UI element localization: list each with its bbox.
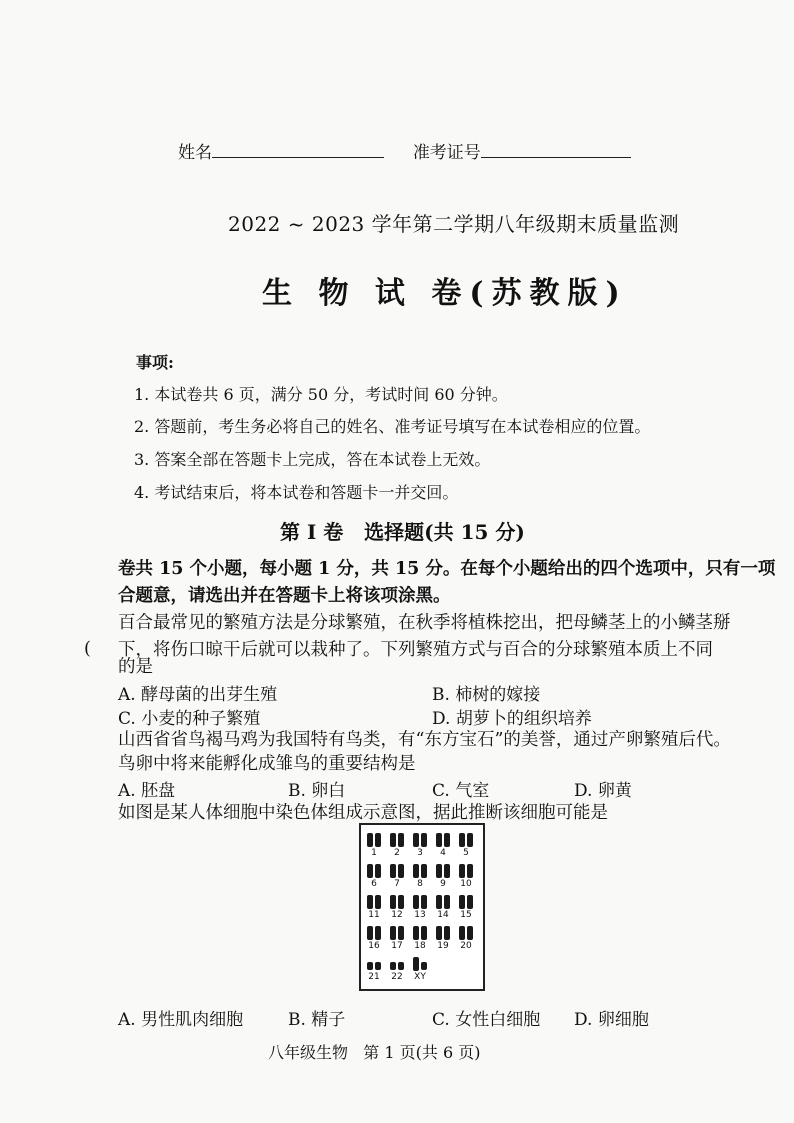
- chromosome-number-label: 8: [417, 879, 423, 889]
- question-1-stem-line: 百合最常见的繁殖方法是分球繁殖，在秋季将植株挖出，把母鳞茎上的小鳞茎掰: [118, 613, 731, 633]
- question-2-option-b[interactable]: B. 卵白: [288, 781, 346, 801]
- question-1-option-b[interactable]: B. 柿树的嫁接: [432, 685, 541, 705]
- note-item: 3. 答案全部在答题卡上完成，答在本试卷上无效。: [134, 450, 491, 469]
- id-blank: [481, 157, 631, 158]
- question-1-stem-line: 下，将伤口晾干后就可以栽种了。下列繁殖方式与百合的分球繁殖本质上不同: [118, 640, 713, 660]
- chromosome-number-label: 16: [368, 941, 380, 951]
- candidate-info-line: [178, 138, 631, 163]
- karyotype-row: [361, 831, 483, 861]
- question-1-option-c[interactable]: C. 小麦的种子繁殖: [118, 709, 261, 729]
- chromosome-number-label: 18: [414, 941, 426, 951]
- karyotype-row: [361, 924, 483, 954]
- question-2-option-c[interactable]: C. 气室: [432, 781, 490, 801]
- chromosome-number-label: 7: [394, 879, 400, 889]
- question-2-stem-line: 山西省省鸟褐马鸡为我国特有鸟类，有“东方宝石”的美誉，通过产卵繁殖后代。: [118, 730, 731, 750]
- name-label: 姓名: [178, 143, 212, 163]
- chromosome-pair: [388, 833, 406, 847]
- chromosome-pair: [457, 895, 475, 909]
- question-2-option-d[interactable]: D. 卵黄: [574, 781, 632, 801]
- question-3-option-c[interactable]: C. 女性白细胞: [432, 1010, 541, 1030]
- chromosome-pair: [388, 895, 406, 909]
- exam-title: 2022 ~ 2023 学年第二学期八年级期末质量监测: [228, 212, 680, 236]
- chromosome-number-label: 2: [394, 848, 400, 858]
- question-3-option-d[interactable]: D. 卵细胞: [574, 1010, 649, 1030]
- chromosome-number-label: 22: [391, 972, 403, 982]
- chromosome-pair: [411, 833, 429, 847]
- question-1-option-a[interactable]: A. 酵母菌的出芽生殖: [118, 685, 278, 705]
- section-instructions-1: 卷共 15 个小题，每小题 1 分，共 15 分。在每个小题给出的四个选项中，只有一项: [118, 559, 776, 579]
- chromosome-pair: [365, 895, 383, 909]
- karyotype-row: [361, 955, 483, 985]
- note-item: 1. 本试卷共 6 页，满分 50 分，考试时间 60 分钟。: [134, 385, 508, 404]
- notes-heading: 事项:: [136, 353, 174, 372]
- chromosome-number-label: 10: [460, 879, 472, 889]
- chromosome-pair: [457, 833, 475, 847]
- chromosome-pair: [434, 895, 452, 909]
- chromosome-number-label: 17: [391, 941, 403, 951]
- chromosome-number-label: 15: [460, 910, 472, 920]
- chromosome-pair: [365, 864, 383, 878]
- chromosome-pair: [457, 926, 475, 940]
- name-blank: [212, 157, 384, 158]
- chromosome-pair: [411, 957, 429, 971]
- question-1-option-d[interactable]: D. 胡萝卜的组织培养: [432, 709, 592, 729]
- karyotype-row: [361, 862, 483, 892]
- question-3-option-a[interactable]: A. 男性肌肉细胞: [118, 1010, 244, 1030]
- chromosome-number-label: 21: [368, 972, 380, 982]
- question-2-option-a[interactable]: A. 胚盘: [118, 781, 176, 801]
- chromosome-pair: [365, 926, 383, 940]
- karyotype-row: [361, 893, 483, 923]
- chromosome-number-label: 14: [437, 910, 449, 920]
- chromosome-pair: [457, 864, 475, 878]
- note-item: 4. 考试结束后，将本试卷和答题卡一并交回。: [134, 483, 459, 502]
- chromosome-pair: [434, 926, 452, 940]
- chromosome-pair: [434, 833, 452, 847]
- chromosome-pair: [411, 926, 429, 940]
- id-label: 准考证号: [412, 143, 481, 163]
- answer-bracket: (: [84, 639, 91, 659]
- chromosome-number-label: 3: [417, 848, 423, 858]
- karyotype-figure: [359, 823, 485, 991]
- question-3-stem-line: 如图是某人体细胞中染色体组成示意图，据此推断该细胞可能是: [118, 803, 608, 823]
- subject-title: 生 物 试 卷(苏教版): [262, 276, 628, 311]
- chromosome-pair: [411, 864, 429, 878]
- chromosome-number-label: 19: [437, 941, 449, 951]
- chromosome-pair: [388, 864, 406, 878]
- chromosome-number-label: 5: [463, 848, 469, 858]
- chromosome-pair: [388, 957, 406, 971]
- question-1-stem-line: 的是: [118, 657, 153, 677]
- chromosome-number-label: 13: [414, 910, 426, 920]
- chromosome-number-label: 9: [440, 879, 446, 889]
- chromosome-number-label: XY: [414, 972, 426, 982]
- chromosome-pair: [411, 895, 429, 909]
- chromosome-number-label: 11: [368, 910, 380, 920]
- chromosome-pair: [388, 926, 406, 940]
- chromosome-pair: [434, 864, 452, 878]
- section-instructions-2: 合题意，请选出并在答题卡上将该项涂黑。: [118, 586, 451, 606]
- question-3-option-b[interactable]: B. 精子: [288, 1010, 346, 1030]
- chromosome-pair: [365, 957, 383, 971]
- note-item: 2. 答题前，考生务必将自己的姓名、准考证号填写在本试卷相应的位置。: [134, 417, 651, 436]
- chromosome-number-label: 4: [440, 848, 446, 858]
- page-footer: 八年级生物 第 1 页(共 6 页): [268, 1043, 481, 1062]
- chromosome-number-label: 20: [460, 941, 472, 951]
- chromosome-number-label: 12: [391, 910, 403, 920]
- chromosome-number-label: 1: [371, 848, 377, 858]
- question-2-stem-line: 鸟卵中将来能孵化成雏鸟的重要结构是: [118, 754, 416, 774]
- chromosome-pair: [365, 833, 383, 847]
- section-title: 第 I 卷 选择题(共 15 分): [280, 520, 525, 544]
- chromosome-number-label: 6: [371, 879, 377, 889]
